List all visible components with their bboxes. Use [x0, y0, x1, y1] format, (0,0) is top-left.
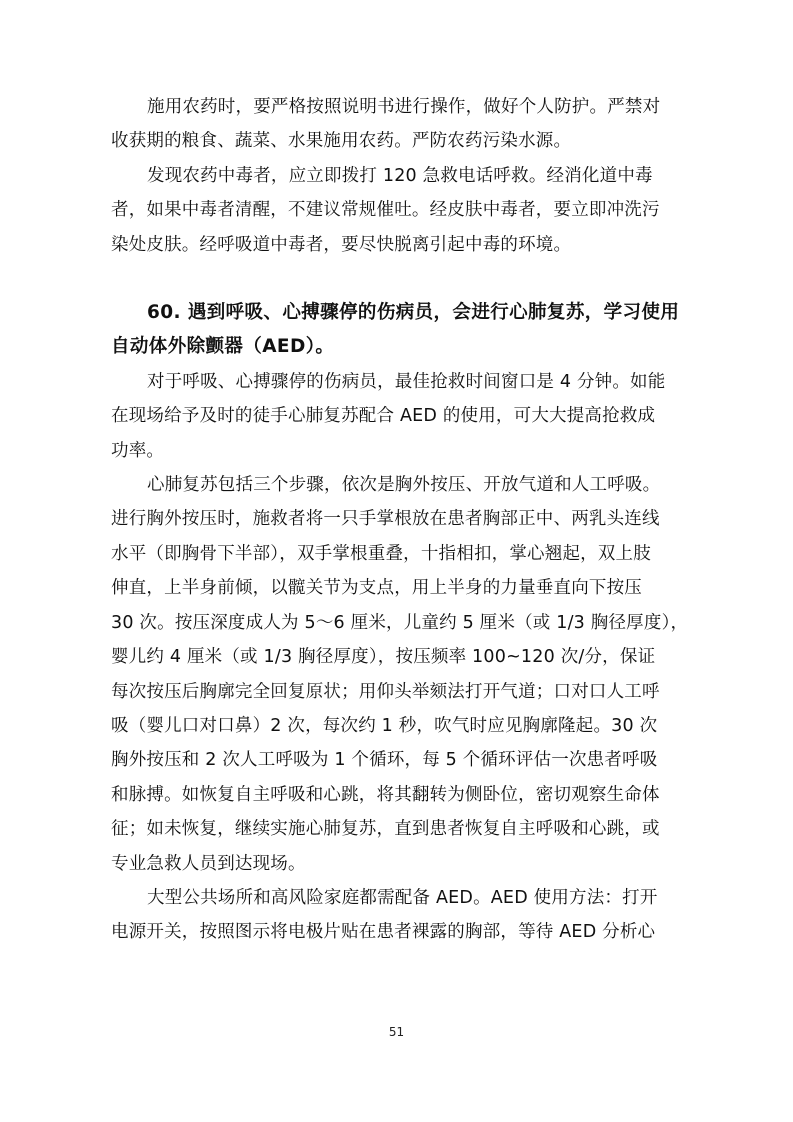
text-line: 大型公共场所和高风险家庭都需配备 AED。AED 使用方法：打开 [147, 887, 658, 908]
heading-line: 自动体外除颤器（AED）。 [111, 336, 335, 358]
text-line: 专业急救人员到达现场。 [111, 853, 306, 874]
text-line: 染处皮肤。经呼吸道中毒者，要尽快脱离引起中毒的环境。 [111, 234, 572, 255]
text-line: 水平（即胸骨下半部），双手掌根重叠，十指相扣，掌心翘起，双上肢 [111, 543, 651, 564]
text-line: 胸外按压和 2 次人工呼吸为 1 个循环，每 5 个循环评估一次患者呼吸 [111, 750, 658, 771]
text-line: 施用农药时，要严格按照说明书进行操作，做好个人防护。严禁对 [147, 97, 661, 117]
section-heading-60 [111, 296, 696, 365]
text-line: 在现场给予及时的徒手心肺复苏配合 AED 的使用，可大大提高抢救成 [111, 406, 656, 427]
paragraph-poisoning-response [111, 159, 696, 262]
text-line: 伸直，上半身前倾，以髋关节为支点，用上半身的力量垂直向下按压 [111, 578, 642, 599]
text-line: 心肺复苏包括三个步骤，依次是胸外按压、开放气道和人工呼吸。 [147, 475, 661, 496]
paragraph-golden-window [111, 365, 696, 468]
text-line: 和脉搏。如恢复自主呼吸和心跳，将其翻转为侧卧位，密切观察生命体 [111, 784, 660, 805]
text-line: 每次按压后胸廓完全回复原状；用仰头举颏法打开气道；口对口人工呼 [111, 681, 660, 702]
paragraph-cpr-steps [111, 468, 696, 881]
document-page [111, 90, 696, 950]
heading-line: 60. 遇到呼吸、心搏骤停的伤病员，会进行心肺复苏，学习使用 [147, 302, 680, 324]
text-line: 功率。 [111, 440, 165, 461]
text-line: 30 次。按压深度成人为 5～6 厘米，儿童约 5 厘米（或 1/3 胸径厚度）， [111, 612, 689, 633]
paragraph-pesticide-use [111, 90, 696, 159]
page-number: 51 [388, 1025, 405, 1039]
text-line: 征；如未恢复，继续实施心肺复苏，直到患者恢复自主呼吸和心跳，或 [111, 819, 660, 840]
text-line: 收获期的粮食、蔬菜、水果施用农药。严防农药污染水源。 [111, 131, 572, 152]
text-line: 电源开关，按照图示将电极片贴在患者裸露的胸部，等待 AED 分析心 [111, 922, 656, 943]
text-line: 对于呼吸、心搏骤停的伤病员，最佳抢救时间窗口是 4 分钟。如能 [147, 371, 666, 392]
section-spacer [111, 262, 696, 296]
text-line: 吸（婴儿口对口鼻）2 次，每次约 1 秒，吹气时应见胸廓隆起。30 次 [111, 715, 658, 736]
text-line: 者，如果中毒者清醒，不建议常规催吐。经皮肤中毒者，要立即冲洗污 [111, 200, 660, 221]
text-line: 进行胸外按压时，施救者将一只手掌根放在患者胸部正中、两乳头连线 [111, 509, 660, 530]
text-line: 婴儿约 4 厘米（或 1/3 胸径厚度），按压频率 100~120 次/分，保证 [111, 647, 656, 668]
text-line: 发现农药中毒者，应立即拨打 120 急救电话呼救。经消化道中毒 [147, 165, 653, 186]
paragraph-aed-usage [111, 881, 696, 950]
